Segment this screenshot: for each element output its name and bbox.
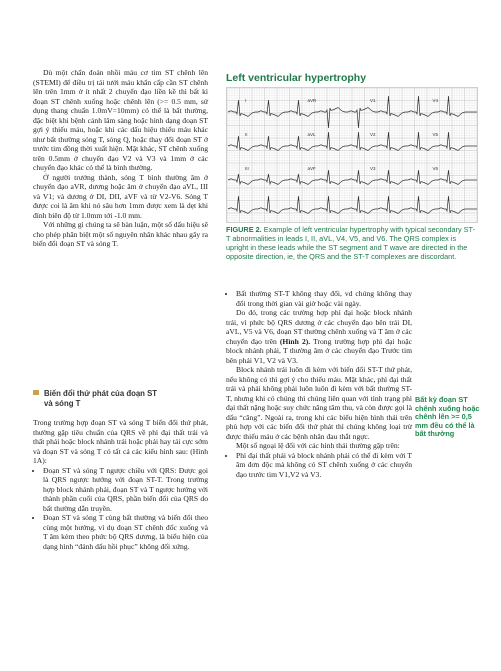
section-heading: Biến đổi thứ phát của đoạn ST và sóng T — [33, 389, 208, 409]
bullet-list — [226, 451, 412, 480]
paragraph: Ở người trưởng thành, sóng T bình thường âm ở chuyển đạo aVR, dương hoặc âm ở chuyển đạo aVL, III và V1; và dương ở DI, DII, aVF và từ V2-V6. Sóng T được coi là âm khi nó sâu hơn 1mm được xem là dẹt khi đỉnh biên độ từ 1.0mm tới -1.0 mm. — [33, 172, 208, 220]
figure-title: Left ventricular hypertrophy — [226, 72, 367, 84]
bullet-list — [33, 466, 208, 552]
left-column-intro — [33, 68, 208, 249]
figure-caption: FIGURE 2. Example of left ventricular hypertrophy with typical secondary ST-T abnormalities in leads I, II, aVL, V4, V5, and V6. The QRS complex is upright in these leads while the ST segment and T wave are directed in the opposite direction, ie, the QRS and the ST-T complexes are discordant. — [226, 225, 476, 261]
heading-square-icon — [33, 390, 39, 395]
lead-label: I — [245, 98, 247, 103]
paragraph: Một số ngoại lệ đối với các hình thái thường gặp trên: — [236, 441, 400, 450]
lead-label: V2 — [370, 132, 376, 137]
lead-label: V5 — [432, 132, 439, 137]
ecg-figure — [226, 87, 478, 223]
right-column-text — [226, 289, 412, 479]
lead-label: aVR — [307, 98, 317, 103]
paragraph: Với những gì chúng ta sẽ bàn luận, một số dấu hiệu sẽ cho phép phân biệt một số nguyên nhân khác nhau gây ra biến đổi đoạn ST và sóng T. — [33, 220, 208, 248]
lead-label: V1 — [370, 98, 376, 103]
ecg-grid — [227, 88, 477, 222]
list-item: • Đoạn ST và sóng T cùng bất thường và biến đổi theo cùng một hướng, ví dụ đoạn ST chênh đốc xuống và T âm kèm theo phức bộ QRS dương, là biểu hiện của dạng hình “đánh dấu hồi phục” không đối xứng. — [43, 513, 208, 551]
paragraph: Dù một chẩn đoán nhồi máu cơ tim ST chênh lên (STEMI) để điều trị tái tưới máu khẩn cấp cần ST chênh lên trên 1mm ở ít nhất 2 chuyển đạo liền kề thì bất kì đoạn ST chênh xuống hoặc chênh lên (>= 0.5 mm, sử dụng thang chuẩn 1.0mV=10mm) có thể là bất thường, đặc biệt khi bệnh cảnh lâm sàng hoặc hình dạng đoạn ST gợi ý thiếu máu, hoặc khi các dấu hiệu thiếu máu khác như bất thường sóng T, sóng Q, hoặc thay đổi đoạn ST ở trước tim đồng thời xuất hiện. Mặt khác, ST chênh xuống trên 0.5mm ở chuyển đạo V2 và V3 và 1mm ở các chuyển đạo khác có thể là bình thường. — [33, 68, 208, 172]
bullet-list — [226, 289, 412, 308]
list-item: • Phì đại thất phải và block nhánh phải có thể đi kèm với T âm đơn độc mà không có ST chênh xuống ở các chuyển đạo trước tim V1,V2 và V3. — [236, 451, 412, 480]
lead-label: V3 — [370, 166, 376, 171]
list-item: • Bất thường ST-T không thay đổi, vd chúng không thay đổi trong thời gian vài giờ hoặc vài ngày. — [236, 289, 412, 308]
paragraph: Trong trường hợp đoạn ST và sóng T biến đổi thứ phát, thường gặp tiêu chuẩn của QRS về phì đại thất trái và thất phải hoặc block nhánh trái hoặc phải hay tái cực sớm và đoạn ST và sóng T có tất cả các kiểu hình sau: (Hình 1A): — [33, 418, 208, 465]
left-column-section — [33, 418, 208, 551]
figure-reference: (Hình 2). — [279, 336, 311, 346]
list-item: • Đoạn ST và sóng T ngược chiều với QRS: Được gọi là QRS ngược hướng với đoạn ST-T. Trong trường hợp block nhánh phải, đoạn ST và T ngược hướng với thành phần cuối của QRS, phần biến đổi của QRS do bất thường dẫn truyền. — [43, 466, 208, 514]
paragraph: Do đó, trong các trường hợp phì đại hoặc block nhánh trái, vì phức bộ QRS dương ở các chuyển đạo bên trái DI, aVL, V5 và V6, đoạn ST thường chênh xuống và T âm ở các chuyển đạo trên (Hình 2). Trong trường hợp phì đại hoặc block nhánh phải, T thường âm ở các chuyển đạo Trước tim bên phải V1, V2 và V3. — [226, 308, 412, 365]
lead-label: III — [245, 166, 249, 171]
lead-label: V4 — [432, 98, 439, 103]
lead-label: aVL — [307, 132, 316, 137]
lead-label: II — [245, 132, 248, 137]
margin-note: Bất kỳ đoạn ST chênh xuống hoặc chênh lên >= 0,5 mm đều có thể là bất thường — [415, 395, 480, 439]
lead-label: V6 — [432, 166, 439, 171]
paragraph: Block nhánh trái luôn đi kèm với biến đổi ST-T thứ phát, nếu không có thì gợi ý cho thiếu máu. Mặt khác, phì đại thất trái và phải không phải luôn luôn đi kèm với bất thường ST-T, nhưng khi có chúng thì chúng liên quan với tình trạng phì đại thất nặng hoặc suy chức năng tâm thu, và còn được gọi là dấu “căng”. Ngoài ra, trong khi các biểu hiện hình thái trên phù hợp với các biến đổi thứ phát thì chúng không loại trừ được thiếu máu ở các bệnh nhân đau thắt ngực. — [226, 365, 413, 441]
lead-label: aVF — [307, 166, 316, 171]
